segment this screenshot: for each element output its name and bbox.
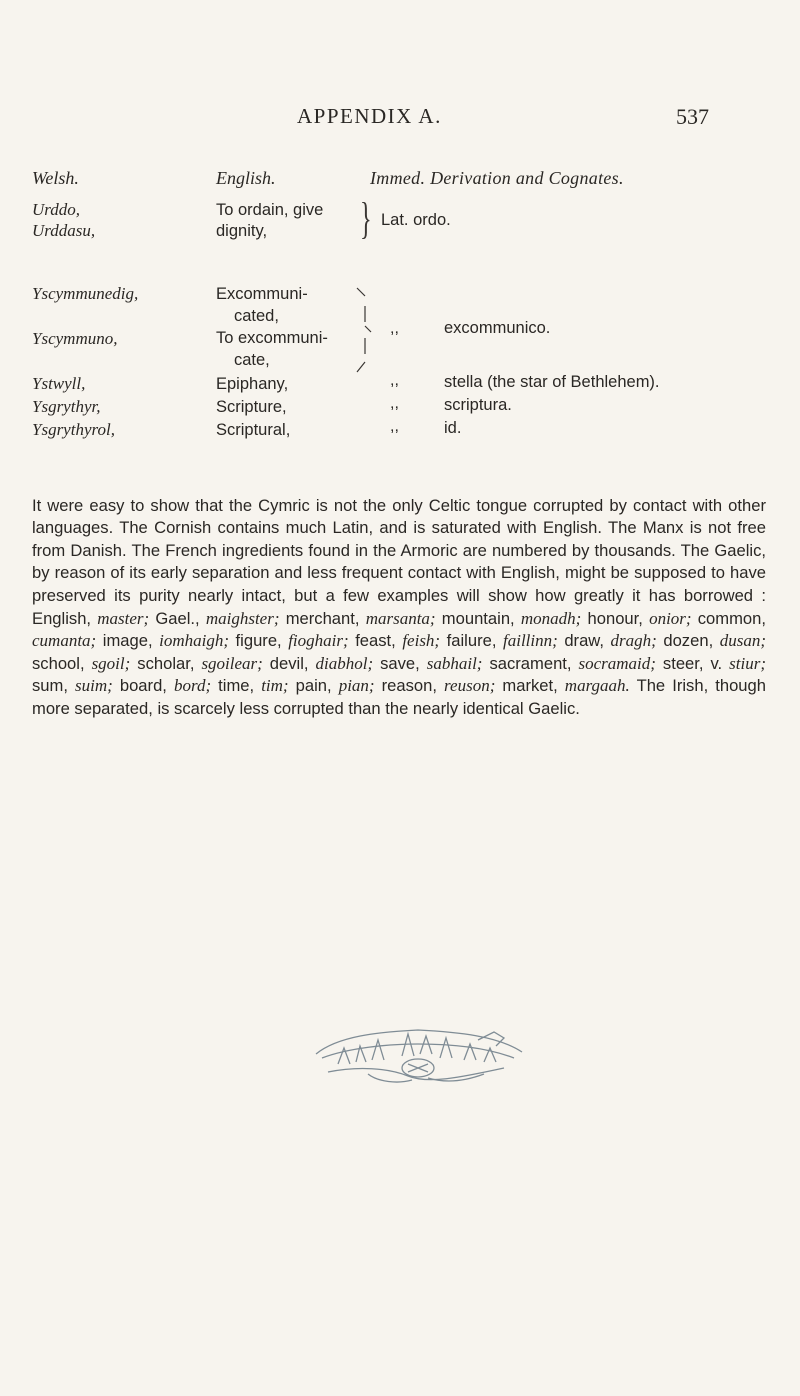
gaelic-word: iomhaigh; [159, 631, 229, 651]
gaelic-word: sabhail; [426, 653, 483, 673]
page-header [0, 104, 800, 144]
derivation: excommunico. [444, 319, 551, 337]
body-text: dozen, [656, 631, 720, 651]
english-gloss: cated, [234, 307, 279, 325]
body-text: failure, [440, 631, 503, 651]
column-header-derivation: Immed. Derivation and Cognates. [370, 168, 624, 188]
gaelic-word: faillinn; [503, 631, 558, 651]
english-gloss: Scriptural, [216, 421, 291, 439]
gaelic-word: onior; [649, 608, 692, 628]
gaelic-word: marsanta; [365, 608, 436, 628]
welsh-term: Ystwyll, [32, 374, 86, 393]
gaelic-word: reuson; [444, 676, 496, 696]
body-text: The Irish, though more separated, is scarcely less corrupted than the nearly identical Gaelic. [32, 676, 766, 718]
english-gloss: To excommuni- [216, 329, 328, 347]
body-text: pain, [288, 676, 339, 696]
body-text: merchant, [279, 608, 366, 628]
gaelic-word: socramaid; [578, 653, 656, 673]
body-text: sum, [32, 676, 76, 696]
english-gloss: Scripture, [216, 398, 287, 416]
gaelic-word: monadh; [520, 608, 582, 628]
body-text: draw, [557, 631, 611, 651]
gaelic-word: pian; [338, 676, 375, 696]
brace-icon [353, 286, 377, 376]
welsh-term: Ysgrythyr, [32, 397, 101, 416]
ditto-mark: ,, [390, 372, 399, 389]
body-text: image, [96, 631, 160, 651]
gaelic-word: maighster; [205, 608, 280, 628]
derivation: Lat. ordo. [381, 211, 451, 229]
gaelic-word: bord; [173, 676, 212, 696]
gaelic-word: sgoilear; [201, 653, 263, 673]
column-header-english: English. [216, 168, 276, 188]
english-gloss: Epiphany, [216, 375, 289, 393]
glossary-table [0, 194, 800, 480]
body-paragraph [32, 495, 766, 721]
brace-icon: } [360, 194, 372, 243]
english-gloss: cate, [234, 351, 270, 369]
gaelic-word: dragh; [610, 631, 657, 651]
body-text: Gael., [149, 608, 206, 628]
welsh-term: Urddasu, [32, 221, 96, 240]
ditto-mark: ,, [390, 320, 399, 337]
body-text: scholar, [130, 653, 202, 673]
ditto-mark: ,, [390, 395, 399, 412]
body-text: school, [32, 653, 92, 673]
body-text: mountain, [435, 608, 521, 628]
english-gloss: dignity, [216, 222, 268, 240]
body-text: common, [691, 608, 766, 628]
welsh-term: Urddo, [32, 200, 81, 219]
derivation: id. [444, 419, 462, 437]
gaelic-word: dusan; [719, 631, 766, 651]
gaelic-word: master; [97, 608, 150, 628]
gaelic-word: suim; [75, 676, 113, 696]
body-text: sacrament, [482, 653, 579, 673]
welsh-term: Yscymmuno, [32, 329, 118, 348]
gaelic-word: margaah. [564, 676, 630, 696]
running-head: APPENDIX A. [297, 104, 442, 128]
english-gloss: Excommuni- [216, 285, 308, 303]
body-text: save, [373, 653, 427, 673]
welsh-term: Yscymmunedig, [32, 284, 139, 303]
body-text: board, [112, 676, 174, 696]
body-text: figure, [229, 631, 289, 651]
body-text: honour, [581, 608, 650, 628]
gaelic-word: fioghair; [288, 631, 349, 651]
gaelic-word: sgoil; [91, 653, 131, 673]
gaelic-word: cumanta; [32, 631, 97, 651]
body-text: time, [211, 676, 262, 696]
body-text: market, [495, 676, 565, 696]
library-stamp-icon [308, 1018, 528, 1088]
body-text: It were easy to show that the Cymric is not the only Celtic tongue corrupted by contact with other languages. The Cornish contains much Latin, and is saturated with English. The Manx is not free from Danish. The French ingredients found in the Armoric are numbered by thousands. The Gaelic, by reason of its early separation and less frequent contact with English, might be supposed to have preserved its purity nearly intact, but a few examples will show how greatly it has borrowed : English, [32, 495, 766, 628]
column-header-welsh: Welsh. [32, 168, 79, 188]
body-text: feast, [348, 631, 403, 651]
gaelic-word: stiur; [729, 653, 766, 673]
body-text: devil, [262, 653, 316, 673]
body-text: steer, v. [655, 653, 730, 673]
derivation: scriptura. [444, 396, 512, 414]
gaelic-word: feish; [402, 631, 441, 651]
gaelic-word: diabhol; [315, 653, 374, 673]
english-gloss: To ordain, give [216, 201, 324, 219]
page-number: 537 [676, 104, 709, 129]
welsh-term: Ysgrythyrol, [32, 420, 115, 439]
column-headers [0, 168, 800, 196]
derivation: stella (the star of Bethlehem). [444, 373, 660, 391]
gaelic-word: tim; [261, 676, 289, 696]
body-text: reason, [374, 676, 445, 696]
ditto-mark: ,, [390, 418, 399, 435]
